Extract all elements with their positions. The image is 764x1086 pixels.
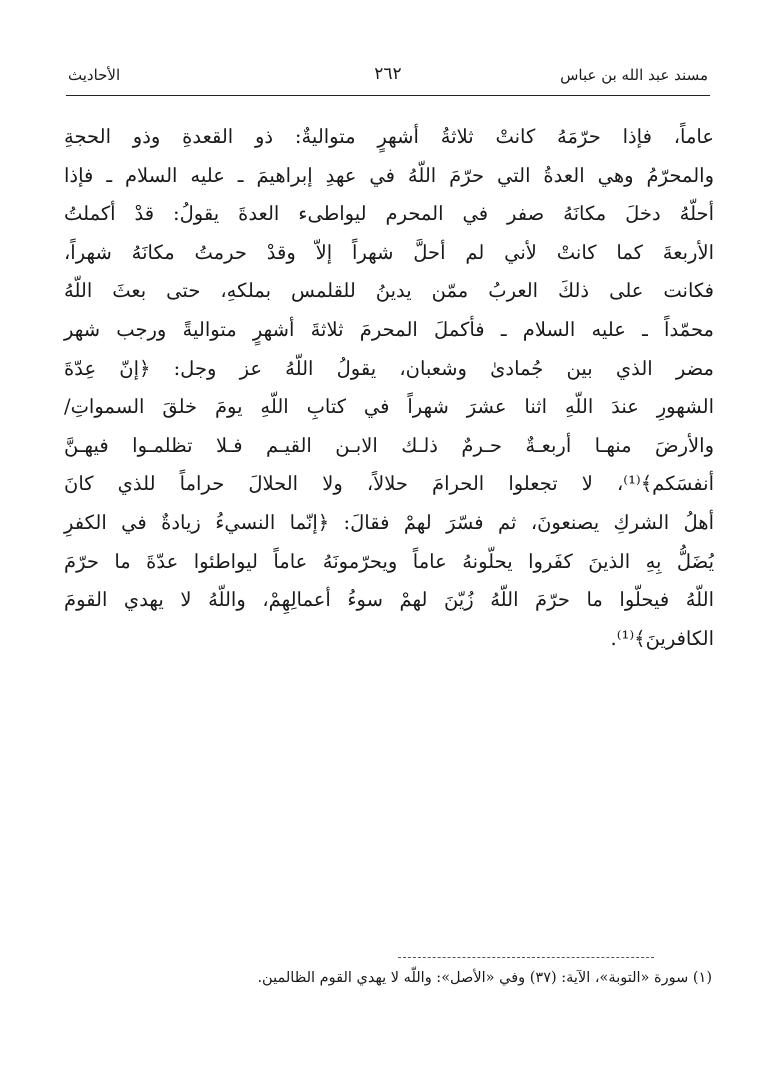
text-line: أحلّهُ دخلَ مكانَهُ صفر في المحرم ليواطىء العدةَ يقولُ: قدْ أكملتُ	[64, 202, 714, 226]
text-line: يُضَلُّ بِهِ الذينَ كفَروا يحلّونهُ عاماً ويحرّمونَهُ عاماً ليواطئوا عدّةَ ما حرّمَ	[64, 549, 714, 573]
text-line: مضر الذي بين جُمادىٰ وشعبان، يقولُ اللّهُ عز وجل: ﴿إنّ عِدّةَ	[64, 356, 715, 380]
book-title-header: مسند عبد الله بن عباس	[560, 66, 708, 84]
text-line: الشهورِ عندَ اللّهِ اثنا عشرَ شهراً في كتابِ اللّهِ يومَ خلقَ السمواتِ/	[64, 395, 714, 419]
text-line: الكافرينَ﴾⁽¹⁾.	[610, 626, 714, 650]
text-line: والأرضَ منهـا أربعـةٌ حـرمٌ ذلـك الابـن القيـم فـلا تظلمـوا فيهـنَّ	[64, 433, 714, 457]
header-rule	[66, 95, 710, 96]
page-number: ٢٦٢	[374, 64, 402, 84]
text-line: الأربعةَ كما كانتْ لأني لم أحلَّ شهراً إلاّ وقدْ حرمتُ مكانَهُ شهراً،	[64, 240, 714, 264]
body-text	[64, 118, 714, 658]
text-line: فكانت على ذلكَ العربُ ممّن يدينُ للقلمس بملكهِ، حتى بعثَ اللّهُ	[64, 279, 714, 303]
text-line: عاماً، فإذا حرّمَهُ كانتْ ثلاثةُ أشهرٍ متواليةٌ: ذو القعدةِ وذو الحجةِ	[64, 125, 714, 148]
text-line: اللّهُ فيحلّوا ما حرّمَ اللّهُ زُيّنَ لهمْ سوءُ أعمالِهِمْ، واللّهُ لا يهدي القومَ	[64, 588, 714, 612]
footnote-separator	[398, 957, 654, 958]
text-line: أنفسَكم﴾⁽¹⁾، لا تجعلوا الحرامَ حلالاً، ولا الحلالَ حراماً للذي كانَ	[64, 472, 714, 496]
text-line: والمحرّمُ وهي العدةُ التي حرّمَ اللّهُ في عهدِ إبراهيمَ ـ عليه السلام ـ فإذا	[64, 163, 714, 187]
footnote: (١) سورة «التوبة»، الآية: (٣٧) وفي «الأصل»: واللّه لا يهدي القوم الظالمين.	[257, 970, 712, 986]
running-head	[68, 62, 708, 96]
section-title-header: الأحاديث	[68, 66, 121, 84]
text-line: محمّداً ـ عليه السلام ـ فأكملَ المحرمَ ثلاثةَ أشهرٍ متواليةً ورجب شهر	[64, 317, 714, 341]
text-line: أهلُ الشركِ يصنعونَ، ثم فسّرَ لهمْ فقالَ: ﴿إنّما النسيءُ زيادةٌ في الكفرِ	[64, 510, 714, 534]
